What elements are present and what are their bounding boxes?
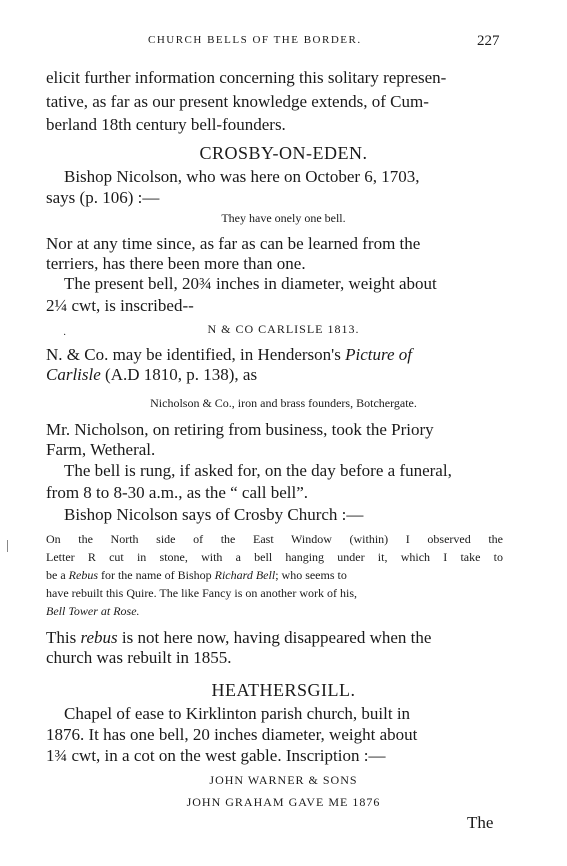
stray-mark: · bbox=[63, 330, 67, 341]
bell-inscription: JOHN WARNER & SONS bbox=[209, 773, 358, 787]
quotation-line: On the North side of the East Window (within) I observed the bbox=[46, 532, 503, 546]
paragraph-line: terriers, has there been more than one. bbox=[46, 254, 306, 273]
paragraph-line: The present bell, 20¾ inches in diameter, weight about bbox=[64, 274, 437, 293]
paragraph-line: says (p. 106) :— bbox=[46, 188, 160, 207]
text-span: (A.D 1810, p. 138), as bbox=[100, 365, 258, 384]
margin-mark bbox=[7, 540, 8, 552]
section-heading: CROSBY-ON-EDEN. bbox=[199, 143, 368, 163]
paragraph-line: from 8 to 8-30 a.m., as the “ call bell”. bbox=[46, 483, 308, 502]
intro-line: berland 18th century bell-founders. bbox=[46, 115, 286, 134]
intro-line: tative, as far as our present knowledge extends, of Cum- bbox=[46, 92, 429, 111]
paragraph-line bbox=[46, 366, 567, 383]
quotation-line bbox=[46, 605, 503, 617]
quotation-line: have rebuilt this Quire. The like Fancy is on another work of his, bbox=[46, 586, 358, 600]
text-span: N. & Co. may be identified, in Henderson's bbox=[46, 345, 346, 364]
paragraph-line: 1876. It has one bell, 20 inches diameter, weight about bbox=[46, 725, 418, 744]
paragraph-line: Bishop Nicolson, who was here on October 6, 1703, bbox=[64, 167, 420, 186]
paragraph-line: 2¼ cwt, is inscribed-- bbox=[46, 296, 194, 315]
paragraph-line bbox=[46, 629, 567, 646]
italic-place: Bell Tower at Rose. bbox=[46, 604, 140, 618]
text-span: is not here now, having disappeared when the bbox=[117, 628, 432, 647]
book-title: Carlisle bbox=[46, 365, 101, 384]
paragraph-line bbox=[46, 346, 567, 363]
italic-term: rebus bbox=[80, 628, 118, 647]
quotation-line: Letter R cut in stone, with a bell hanging under it, which I take to bbox=[46, 550, 503, 564]
quotation: They have onely one bell. bbox=[221, 211, 346, 225]
text-span: for the name of Bishop bbox=[97, 568, 215, 582]
catchword: The bbox=[467, 813, 494, 832]
running-title: CHURCH BELLS OF THE BORDER. bbox=[148, 34, 362, 46]
paragraph-line: The bell is rung, if asked for, on the day before a funeral, bbox=[64, 461, 452, 480]
bell-inscription: JOHN GRAHAM GAVE ME 1876 bbox=[186, 795, 381, 809]
book-title: Picture of bbox=[345, 345, 412, 364]
paragraph-line: Mr. Nicholson, on retiring from business, took the Priory bbox=[46, 420, 434, 439]
text-span: be a bbox=[46, 568, 69, 582]
text-span: ; who seems to bbox=[275, 568, 347, 582]
quotation-line bbox=[46, 569, 503, 581]
paragraph-line: church was rebuilt in 1855. bbox=[46, 648, 232, 667]
text-span: This bbox=[46, 628, 81, 647]
italic-term: Rebus bbox=[68, 568, 98, 582]
section-heading: HEATHERSGILL. bbox=[211, 680, 356, 700]
intro-line: elicit further information concerning this solitary represen- bbox=[46, 68, 447, 87]
quotation: Nicholson & Co., iron and brass founders, Botchergate. bbox=[150, 396, 417, 410]
paragraph-line: 1¾ cwt, in a cot on the west gable. Inscription :— bbox=[46, 746, 386, 765]
italic-name: Richard Bell bbox=[214, 568, 276, 582]
page-number: 227 bbox=[477, 33, 500, 49]
bell-inscription: N & CO CARLISLE 1813. bbox=[207, 322, 360, 336]
paragraph-line: Farm, Wetheral. bbox=[46, 440, 156, 459]
paragraph-line: Nor at any time since, as far as can be learned from the bbox=[46, 234, 421, 253]
paragraph-line: Chapel of ease to Kirklinton parish church, built in bbox=[64, 704, 411, 723]
paragraph-line: Bishop Nicolson says of Crosby Church :— bbox=[64, 505, 364, 524]
